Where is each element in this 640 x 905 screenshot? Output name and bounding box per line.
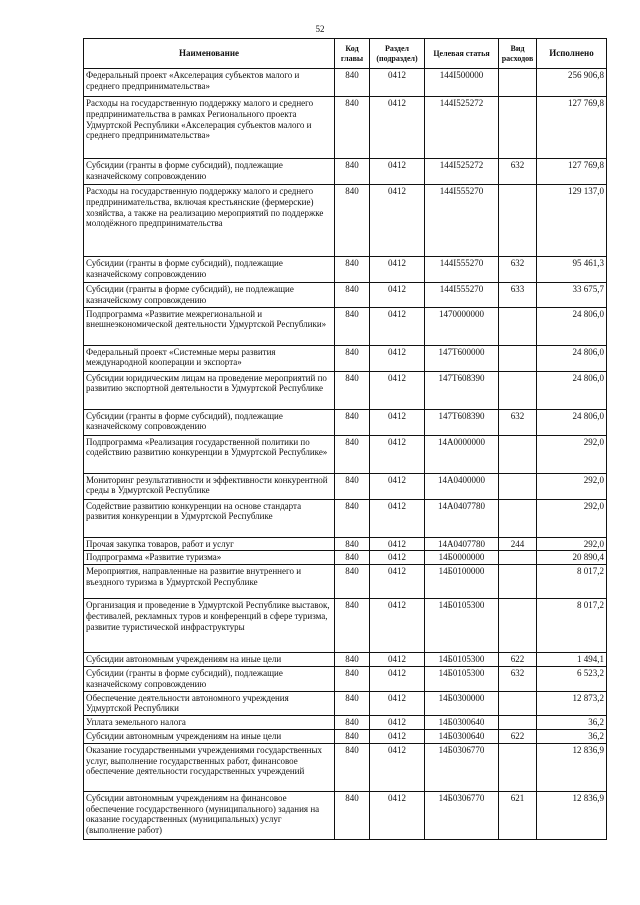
- row-section: 0412: [370, 97, 425, 159]
- row-executed-amount: 6 523,2: [537, 666, 607, 691]
- row-executed-amount: 8 017,2: [537, 565, 607, 599]
- row-name: Мониторинг результативности и эффективности конкурентной среды в Удмуртской Республике: [84, 473, 335, 499]
- row-executed-amount: 33 675,7: [537, 283, 607, 308]
- row-target-article: 14Б0105300: [425, 666, 499, 691]
- row-name: Субсидии автономным учреждениям на финансовое обеспечение государственного (муниципального) задания на оказание государственных (муниципальных) услуг (выполнение работ): [84, 791, 335, 839]
- table-row: [84, 716, 607, 730]
- table-row: [84, 551, 607, 565]
- row-expense-type: 632: [499, 666, 537, 691]
- row-chapter-code: 840: [335, 409, 370, 435]
- row-executed-amount: 129 137,0: [537, 185, 607, 257]
- row-name: Расходы на государственную поддержку малого и среднего предпринимательства, включая крестьянские (фермерские) хозяйства, а также на реализацию мероприятий по поддержке молодёжного предпринимательства: [84, 185, 335, 257]
- row-expense-type: [499, 499, 537, 537]
- row-section: 0412: [370, 185, 425, 257]
- row-target-article: 14Б0300000: [425, 691, 499, 716]
- row-target-article: 147T608390: [425, 371, 499, 409]
- row-executed-amount: 127 769,8: [537, 159, 607, 185]
- row-chapter-code: 840: [335, 743, 370, 791]
- table-row: [84, 345, 607, 371]
- row-executed-amount: 24 806,0: [537, 409, 607, 435]
- header-target-article: Целевая статья: [425, 39, 499, 69]
- row-executed-amount: 292,0: [537, 473, 607, 499]
- table-row: [84, 185, 607, 257]
- row-section: 0412: [370, 691, 425, 716]
- table-row: [84, 743, 607, 791]
- row-expense-type: [499, 716, 537, 730]
- row-target-article: 14Б0300640: [425, 716, 499, 730]
- row-expense-type: [499, 565, 537, 599]
- row-section: 0412: [370, 599, 425, 653]
- row-section: 0412: [370, 283, 425, 308]
- row-target-article: 14Б0105300: [425, 599, 499, 653]
- row-chapter-code: 840: [335, 691, 370, 716]
- row-name: Субсидии юридическим лицам на проведение мероприятий по развитию экспортной деятельности в Удмуртской Республике: [84, 371, 335, 409]
- row-executed-amount: 24 806,0: [537, 345, 607, 371]
- row-executed-amount: 1 494,1: [537, 653, 607, 667]
- row-section: 0412: [370, 435, 425, 473]
- row-name: Федеральный проект «Системные меры развития международной кооперации и экспорта»: [84, 345, 335, 371]
- row-executed-amount: 12 873,2: [537, 691, 607, 716]
- row-executed-amount: 12 836,9: [537, 791, 607, 839]
- table-row: [84, 729, 607, 743]
- row-chapter-code: 840: [335, 473, 370, 499]
- row-name: Подпрограмма «Развитие межрегиональной и внешнеэкономической деятельности Удмуртской Республики»: [84, 307, 335, 345]
- row-target-article: 14A0000000: [425, 435, 499, 473]
- table-row: [84, 97, 607, 159]
- row-target-article: 144I555270: [425, 185, 499, 257]
- row-chapter-code: 840: [335, 69, 370, 97]
- row-name: Подпрограмма «Развитие туризма»: [84, 551, 335, 565]
- row-expense-type: [499, 371, 537, 409]
- row-executed-amount: 292,0: [537, 435, 607, 473]
- row-executed-amount: 127 769,8: [537, 97, 607, 159]
- row-expense-type: 633: [499, 283, 537, 308]
- row-name: Мероприятия, направленные на развитие внутреннего и въездного туризма в Удмуртской Республике: [84, 565, 335, 599]
- row-section: 0412: [370, 371, 425, 409]
- row-chapter-code: 840: [335, 97, 370, 159]
- row-target-article: 14Б0306770: [425, 791, 499, 839]
- row-name: Субсидии автономным учреждениям на иные цели: [84, 729, 335, 743]
- row-target-article: 14A0407780: [425, 499, 499, 537]
- header-name: Наименование: [84, 39, 335, 69]
- header-section: Раздел (подраздел): [370, 39, 425, 69]
- row-target-article: 147T600000: [425, 345, 499, 371]
- row-section: 0412: [370, 537, 425, 551]
- row-expense-type: [499, 473, 537, 499]
- table-row: [84, 791, 607, 839]
- row-name: Прочая закупка товаров, работ и услуг: [84, 537, 335, 551]
- page-number: 52: [315, 24, 325, 34]
- row-executed-amount: 20 890,4: [537, 551, 607, 565]
- row-target-article: 144I525272: [425, 159, 499, 185]
- row-executed-amount: 36,2: [537, 729, 607, 743]
- table-row: [84, 599, 607, 653]
- header-expense-type: Вид расходов: [499, 39, 537, 69]
- row-chapter-code: 840: [335, 666, 370, 691]
- table-row: [84, 307, 607, 345]
- row-name: Уплата земельного налога: [84, 716, 335, 730]
- row-expense-type: [499, 551, 537, 565]
- table-row: [84, 653, 607, 667]
- row-name: Федеральный проект «Акселерация субъектов малого и среднего предпринимательства»: [84, 69, 335, 97]
- row-chapter-code: 840: [335, 371, 370, 409]
- row-section: 0412: [370, 729, 425, 743]
- row-section: 0412: [370, 159, 425, 185]
- row-section: 0412: [370, 653, 425, 667]
- row-name: Оказание государственными учреждениями государственных услуг, выполнение государственных работ, финансовое обеспечение деятельности государственных учреждений: [84, 743, 335, 791]
- row-chapter-code: 840: [335, 159, 370, 185]
- row-executed-amount: 8 017,2: [537, 599, 607, 653]
- row-expense-type: [499, 691, 537, 716]
- row-target-article: 14Б0100000: [425, 565, 499, 599]
- row-expense-type: 632: [499, 159, 537, 185]
- row-section: 0412: [370, 716, 425, 730]
- row-target-article: 144I500000: [425, 69, 499, 97]
- row-target-article: 14A0400000: [425, 473, 499, 499]
- row-executed-amount: 292,0: [537, 537, 607, 551]
- row-chapter-code: 840: [335, 345, 370, 371]
- row-name: Субсидии (гранты в форме субсидий), подлежащие казначейскому сопровождению: [84, 159, 335, 185]
- row-expense-type: [499, 97, 537, 159]
- row-section: 0412: [370, 69, 425, 97]
- row-chapter-code: 840: [335, 257, 370, 283]
- budget-table: [83, 38, 607, 840]
- row-chapter-code: 840: [335, 565, 370, 599]
- row-chapter-code: 840: [335, 307, 370, 345]
- row-section: 0412: [370, 791, 425, 839]
- row-expense-type: 621: [499, 791, 537, 839]
- row-chapter-code: 840: [335, 537, 370, 551]
- table-row: [84, 499, 607, 537]
- row-name: Расходы на государственную поддержку малого и среднего предпринимательства в рамках Регионального проекта Удмуртской Республики «Акселерация субъектов малого и среднего предпринимательства»: [84, 97, 335, 159]
- row-name: Субсидии (гранты в форме субсидий), подлежащие казначейскому сопровождению: [84, 409, 335, 435]
- row-chapter-code: 840: [335, 653, 370, 667]
- row-executed-amount: 36,2: [537, 716, 607, 730]
- row-expense-type: [499, 435, 537, 473]
- row-target-article: 1470000000: [425, 307, 499, 345]
- table-row: [84, 371, 607, 409]
- table-row: [84, 69, 607, 97]
- row-expense-type: 632: [499, 257, 537, 283]
- row-chapter-code: 840: [335, 283, 370, 308]
- row-target-article: 144I525272: [425, 97, 499, 159]
- row-chapter-code: 840: [335, 599, 370, 653]
- row-chapter-code: 840: [335, 499, 370, 537]
- row-expense-type: [499, 345, 537, 371]
- row-section: 0412: [370, 743, 425, 791]
- row-name: Субсидии (гранты в форме субсидий), подлежащие казначейскому сопровождению: [84, 666, 335, 691]
- row-target-article: 144I555270: [425, 283, 499, 308]
- row-executed-amount: 24 806,0: [537, 371, 607, 409]
- table-row: [84, 409, 607, 435]
- row-expense-type: [499, 599, 537, 653]
- row-target-article: 14Б0000000: [425, 551, 499, 565]
- row-expense-type: [499, 185, 537, 257]
- row-target-article: 147T608390: [425, 409, 499, 435]
- row-expense-type: 622: [499, 653, 537, 667]
- row-executed-amount: 256 906,8: [537, 69, 607, 97]
- table-row: [84, 565, 607, 599]
- row-name: Субсидии (гранты в форме субсидий), не подлежащие казначейскому сопровождению: [84, 283, 335, 308]
- row-target-article: 14Б0105300: [425, 653, 499, 667]
- row-chapter-code: 840: [335, 435, 370, 473]
- row-chapter-code: 840: [335, 791, 370, 839]
- row-target-article: 144I555270: [425, 257, 499, 283]
- table-row: [84, 159, 607, 185]
- table-row: [84, 283, 607, 308]
- row-name: Подпрограмма «Реализация государственной политики по содействию развитию конкуренции в Удмуртской Республике»: [84, 435, 335, 473]
- row-name: Содействие развитию конкуренции на основе стандарта развития конкуренции в Удмуртской Республике: [84, 499, 335, 537]
- row-chapter-code: 840: [335, 551, 370, 565]
- table-header-row: [84, 39, 607, 69]
- row-name: Организация и проведение в Удмуртской Республике выставок, фестивалей, рекламных туров и конференций в сфере туризма, развитие туристической инфраструктуры: [84, 599, 335, 653]
- row-name: Обеспечение деятельности автономного учреждения Удмуртской Республики: [84, 691, 335, 716]
- row-section: 0412: [370, 551, 425, 565]
- table-row: [84, 473, 607, 499]
- row-expense-type: 622: [499, 729, 537, 743]
- row-section: 0412: [370, 565, 425, 599]
- table-row: [84, 666, 607, 691]
- row-expense-type: [499, 69, 537, 97]
- row-executed-amount: 12 836,9: [537, 743, 607, 791]
- table-row: [84, 257, 607, 283]
- row-name: Субсидии автономным учреждениям на иные цели: [84, 653, 335, 667]
- row-section: 0412: [370, 345, 425, 371]
- row-executed-amount: 95 461,3: [537, 257, 607, 283]
- row-section: 0412: [370, 257, 425, 283]
- header-executed: Исполнено: [537, 39, 607, 69]
- row-expense-type: [499, 743, 537, 791]
- row-target-article: 14Б0306770: [425, 743, 499, 791]
- row-chapter-code: 840: [335, 729, 370, 743]
- row-expense-type: 244: [499, 537, 537, 551]
- row-section: 0412: [370, 307, 425, 345]
- table-row: [84, 691, 607, 716]
- table-row: [84, 435, 607, 473]
- row-expense-type: [499, 307, 537, 345]
- row-chapter-code: 840: [335, 716, 370, 730]
- row-section: 0412: [370, 499, 425, 537]
- row-section: 0412: [370, 473, 425, 499]
- header-chapter-code: Код главы: [335, 39, 370, 69]
- row-section: 0412: [370, 409, 425, 435]
- row-target-article: 14A0407780: [425, 537, 499, 551]
- row-executed-amount: 24 806,0: [537, 307, 607, 345]
- row-expense-type: 632: [499, 409, 537, 435]
- row-name: Субсидии (гранты в форме субсидий), подлежащие казначейскому сопровождению: [84, 257, 335, 283]
- row-chapter-code: 840: [335, 185, 370, 257]
- row-section: 0412: [370, 666, 425, 691]
- row-target-article: 14Б0300640: [425, 729, 499, 743]
- table-row: [84, 537, 607, 551]
- row-executed-amount: 292,0: [537, 499, 607, 537]
